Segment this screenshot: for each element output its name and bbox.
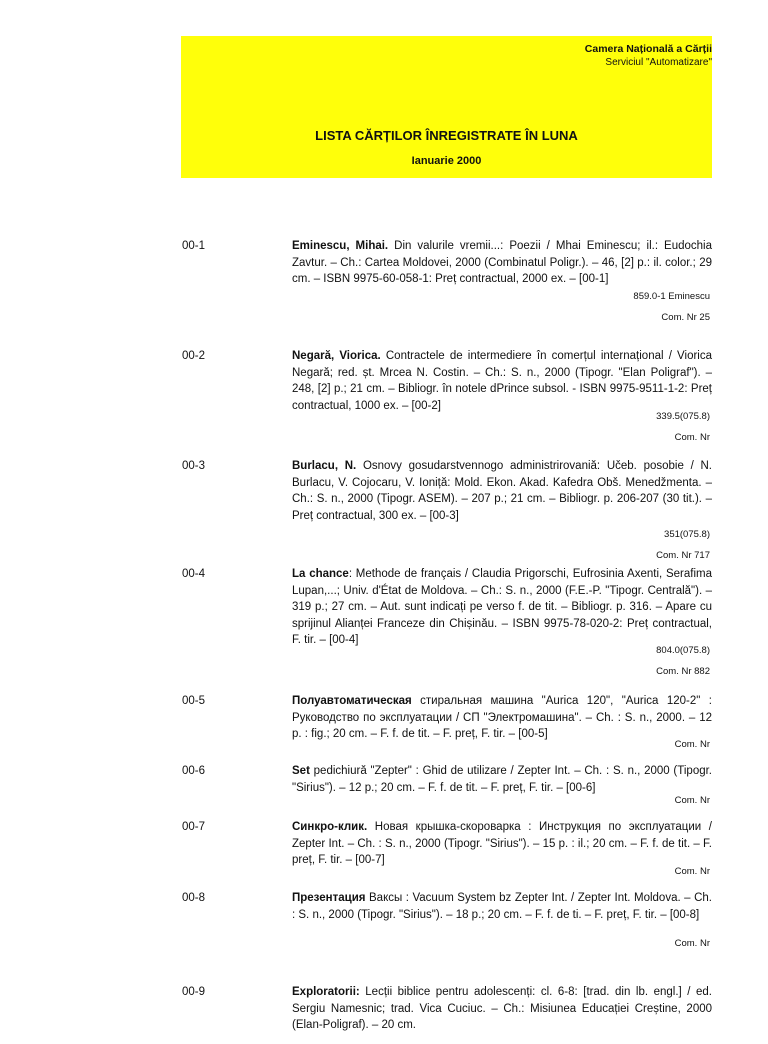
list-item: [0, 763, 768, 819]
entry-body: Новая крышка-скороварка : Инструкция по эксплуатации / Zepter Int. – Ch. : S. n., 2000 (Tipogr. "Sirius"). – 15 p. : il.; 20 cm. – F. f. de tit. – F. preț, F. tir. – [00-7]: [292, 821, 712, 866]
entry-lead: Exploratorii:: [292, 986, 360, 998]
entry-number: 00-4: [182, 568, 206, 580]
entry-com-number: Com. Nr: [674, 739, 710, 750]
entry-lead: Burlacu, N.: [292, 460, 357, 472]
list-item: [0, 566, 768, 693]
entry-classification: 859.0-1 Eminescu: [633, 291, 710, 302]
entry-com-number: Com. Nr: [674, 795, 710, 806]
entry-lead: Eminescu, Mihai.: [292, 240, 389, 252]
entry-lead: Синкро-клик.: [292, 821, 368, 833]
entry-number: 00-6: [182, 765, 206, 777]
entry-body: : Methode de français / Claudia Prigorschi, Eufrosinia Axenti, Serafima Lupan,...; Univ. d'État de Moldova. – Ch.: S. n., 2000 (F.E.-P. "Tipogr. Centrală"). – 319 p.; 27 cm. – Aut. sunt indicați pe verso f. de tit. – Bibliogr. p. 316. – Apare cu sprijinul Alianței Franceze din Chișinău. – ISBN 9975-78-020-2: Preț contractual, F. tir. – [00-4]: [292, 568, 712, 646]
entry-body: Din valurile vremii...: Poezii / Mhai Eminescu; il.: Eudochia Zavtur. – Ch.: Cartea Moldovei, 2000 (Combinatul Poligr.). – 46, [2] p.: il. color.; 29 cm. – ISBN 9975-60-058-1: Preț contractual, 2000 ex. – [00-1]: [292, 240, 712, 285]
entry-classification: 339.5(075.8): [656, 411, 710, 422]
entry-number: 00-1: [182, 240, 206, 252]
list-item: [0, 693, 768, 763]
entry-lead: Set: [292, 765, 310, 777]
entry-classification: 351(075.8): [664, 529, 710, 540]
entry-body: pedichiură "Zepter" : Ghid de utilizare / Zepter Int. – Ch. : S. n., 2000 (Tipogr. "Sirius"). – 12 p.; 20 cm. – F. f. de tit. – F. preț, F. tir. – [00-6]: [292, 765, 712, 794]
entry-body: Ваксы : Vacuum System bz Zepter Int. / Zepter Int. Moldova. – Ch. : S. n., 2000 (Tipogr. "Sirius"). – 18 p.; 20 cm. – F. f. de ti. – F. preț, F. tir. – [00-8]: [292, 892, 712, 921]
entry-lead: Negară, Viorica.: [292, 350, 381, 362]
list-item: [0, 984, 768, 1044]
entry-body: Osnovy gosudarstvennogo administrirovaniă: Učeb. posobie / N. Burlacu, V. Cojocaru, V. Ioniță: Mold. Ekon. Akad. Kafedra Obš. Menedžmenta. – Ch.: S. n., 2000 (Tipogr. ASEM). – 207 p.; 21 cm. – Bibliogr. p. 206-207 (30 tit.). – Preț contractual, 300 ex. – [00-3]: [292, 460, 712, 522]
entry-description: [292, 693, 712, 743]
service-name: Serviciul "Automatizare": [605, 57, 712, 68]
organization-block: [585, 42, 712, 70]
entry-body: стиральная машина "Aurica 120", "Aurica 120-2" : Руководство по эксплуатации / СП "Электромашина". – Ch. : S. n., 2000. – 12 p. : fig.; 20 cm. – F. f. de tit. – F. preț, F. tir. – [00-5]: [292, 695, 712, 740]
entry-number: 00-5: [182, 695, 206, 707]
entry-number: 00-3: [182, 460, 206, 472]
entry-description: [292, 566, 712, 649]
entry-lead: Презентация: [292, 892, 366, 904]
entry-lead: Полуавтоматическая: [292, 695, 412, 707]
entry-com-number: Com. Nr: [674, 432, 710, 443]
list-item: [0, 458, 768, 566]
entry-number: 00-7: [182, 821, 206, 833]
entry-number: 00-8: [182, 892, 206, 904]
page-subtitle-month: Ianuarie 2000: [411, 155, 482, 167]
entry-description: [292, 238, 712, 288]
entry-body: Contractele de intermediere în comerțul internațional / Viorica Negară; red. șt. Mrcea N. Costin. – Ch.: S. n., 2000 (Tipogr. "Elan Poligraf"). – 248, [2] p.; 21 cm. – Bibliogr. în notele dPrince subsol. - ISBN 9975-9511-1-2: Preț contractual, 1000 ex. – [00-2]: [292, 350, 712, 412]
entry-number: 00-2: [182, 350, 206, 362]
organization-name: Camera Națională a Cărții: [584, 43, 712, 55]
list-item: [0, 819, 768, 890]
entry-classification: 804.0(075.8): [656, 645, 710, 656]
list-item: [0, 890, 768, 984]
entry-description: [292, 890, 712, 923]
entry-description: [292, 458, 712, 524]
entry-lead: La chance: [292, 568, 349, 580]
entry-description: [292, 984, 712, 1034]
entry-description: [292, 348, 712, 414]
entry-com-number: Com. Nr 882: [656, 666, 710, 677]
header-banner: [181, 36, 712, 178]
entry-description: [292, 763, 712, 796]
entry-com-number: Com. Nr: [674, 938, 710, 949]
entry-com-number: Com. Nr 25: [661, 312, 710, 323]
entry-description: [292, 819, 712, 869]
entry-body: Lecții biblice pentru adolescenți: cl. 6-8: [trad. din lb. engl.] / ed. Sergiu Namesnic; trad. Vica Cuciuc. – Ch.: Misiunea Educației Creștine, 2000 (Elan-Poligraf). – 20 cm.: [292, 986, 712, 1031]
catalog-entries: [0, 238, 768, 1044]
list-item: [0, 348, 768, 458]
list-item: [0, 238, 768, 348]
page-title: LISTA CĂRȚILOR ÎNREGISTRATE ÎN LUNA: [315, 128, 578, 143]
entry-com-number: Com. Nr 717: [656, 550, 710, 561]
entry-com-number: Com. Nr: [674, 866, 710, 877]
entry-number: 00-9: [182, 986, 206, 998]
